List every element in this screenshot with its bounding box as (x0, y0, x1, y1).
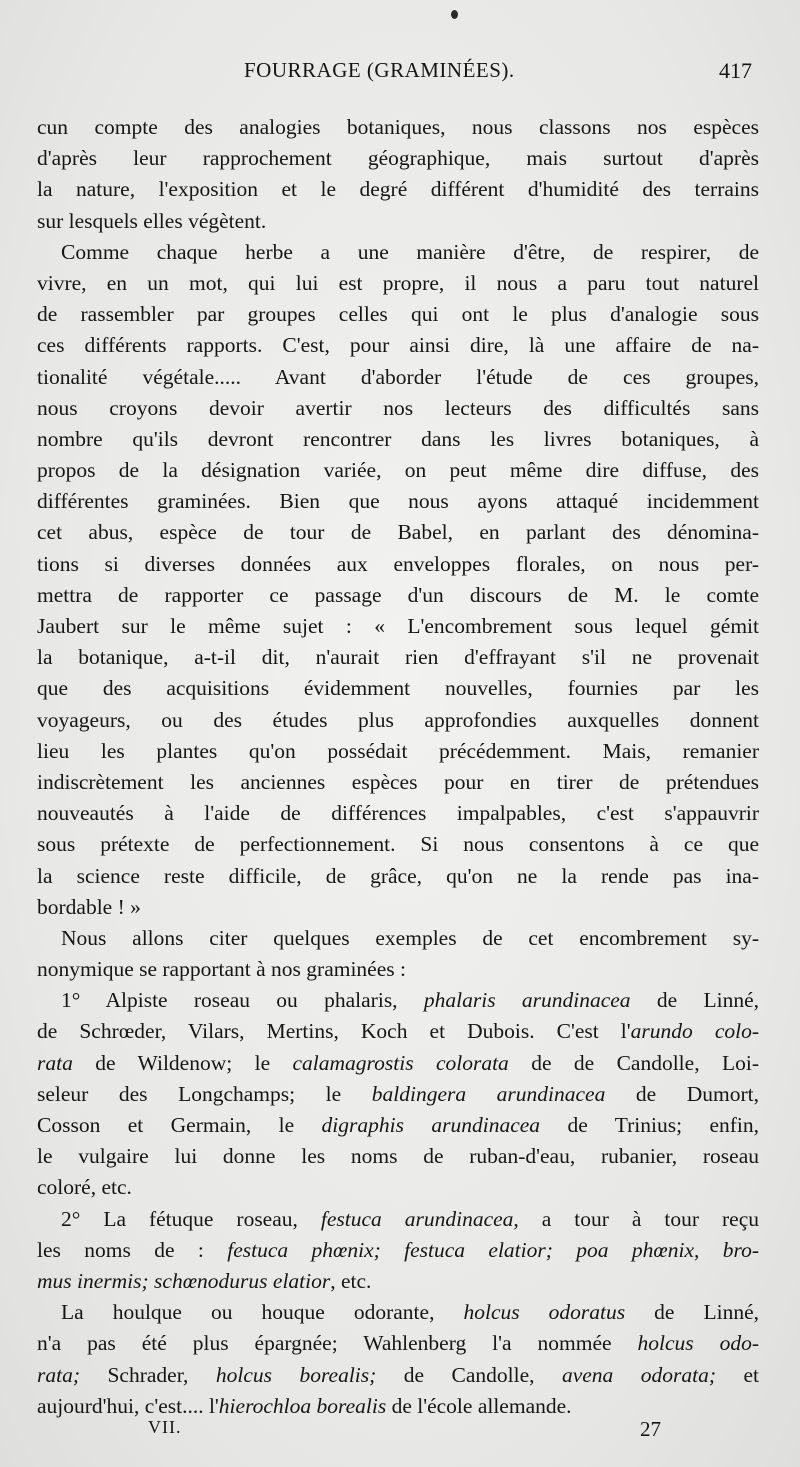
text-run: tionalité végétale..... Avant d'aborder l'étude de ces groupes, (37, 364, 759, 389)
text-run: aujourd'hui, c'est.... l' (37, 1393, 219, 1418)
text-line (37, 424, 759, 455)
text-run: Jaubert sur le même sujet : « L'encombrement sous lequel gémit (37, 614, 759, 639)
text-run: de de Candolle, Loi- (508, 1050, 759, 1075)
text-run: de Linné, (625, 1300, 759, 1325)
text-run: Cosson et Germain, le (37, 1113, 322, 1138)
text-line (37, 549, 759, 580)
text-line (37, 954, 759, 985)
text-run: que des acquisitions évidemment nouvelles, fournies par les (37, 676, 759, 701)
text-run: de Wildenow; le (72, 1050, 293, 1075)
italic-term: arundo colo- (630, 1019, 759, 1044)
text-run: propos de la désignation variée, on peut même dire diffuse, des (37, 458, 759, 483)
text-line (37, 455, 759, 486)
italic-term: mus inermis; schœnodurus elatior (37, 1269, 331, 1293)
text-line (37, 393, 759, 424)
text-run: sur lesquels elles végètent. (37, 208, 267, 233)
text-line (37, 1110, 759, 1141)
text-run: Nous allons citer quelques exemples de cet encombrement sy- (61, 925, 759, 950)
text-run: coloré, etc. (37, 1175, 132, 1200)
text-run: de rassembler par groupes celles qui ont le plus d'analogie sous (37, 302, 759, 327)
text-line (37, 1204, 759, 1235)
text-run: la science reste difficile, de grâce, qu'on ne la rende pas ina- (37, 863, 759, 888)
text-run: de Dumort, (605, 1081, 759, 1106)
text-run: , etc. (330, 1269, 372, 1293)
text-run: Schrader, (107, 1362, 216, 1387)
text-run: la nature, l'exposition et le degré différent d'humidité des terrains (37, 177, 759, 202)
text-run: n'a pas été plus épargnée; Wahlenberg l'a nommée (37, 1331, 638, 1356)
text-run: de Candolle, (403, 1362, 562, 1387)
text-line (37, 143, 759, 174)
text-line (37, 892, 759, 923)
text-line (37, 206, 759, 237)
ink-speck (451, 10, 458, 19)
text-run: cet abus, espèce de tour de Babel, en parlant des dénomina- (37, 520, 759, 545)
italic-term: rata (37, 1050, 73, 1075)
text-run: de Trinius; enfin, (540, 1113, 759, 1138)
italic-term: avena odorata; (561, 1362, 717, 1387)
running-title: FOURRAGE (GRAMINÉES). (244, 58, 515, 82)
italic-term: holcus odo- (637, 1331, 759, 1356)
text-line (37, 642, 759, 673)
text-line (37, 237, 759, 268)
text-run: différentes graminées. Bien que nous ayons attaqué incidemment (37, 489, 759, 514)
page-header (0, 58, 800, 92)
text-run: la botanique, a-t-il dit, n'aurait rien d'effrayant s'il ne provenait (37, 645, 759, 670)
italic-term: rata; (37, 1362, 108, 1387)
italic-term: festuca phœnix; festuca elatior; poa phœnix, bro- (227, 1237, 759, 1262)
text-run: , a tour à tour reçu (513, 1206, 759, 1231)
text-run: nouveautés à l'aide de différences impalpables, c'est s'appauvrir (37, 801, 759, 826)
text-run: nombre qu'ils devront rencontrer dans les livres botaniques, à (37, 426, 759, 451)
italic-term: holcus odoratus (463, 1300, 626, 1325)
text-run: sous prétexte de perfectionnement. Si nous consentons à ce que (37, 832, 759, 857)
text-run: voyageurs, ou des études plus approfondies auxquelles donnent (37, 707, 759, 732)
text-line (37, 611, 759, 642)
text-run: mettra de rapporter ce passage d'un discours de M. le comte (37, 582, 759, 607)
text-line (37, 1360, 759, 1391)
text-run: de Linné, (630, 988, 759, 1013)
text-line (37, 829, 759, 860)
italic-term: digraphis arundinacea (321, 1113, 541, 1138)
text-run: cun compte des analogies botaniques, nous classons nos espèces (37, 115, 759, 139)
text-run: 1° Alpiste roseau ou phalaris, (61, 988, 424, 1013)
text-line (37, 517, 759, 548)
italic-term: phalaris arundinacea (423, 988, 631, 1013)
text-line (37, 299, 759, 330)
text-line (37, 923, 759, 954)
text-line (37, 1079, 759, 1110)
text-run: lieu les plantes qu'on possédait précédemment. Mais, remanier (37, 738, 759, 763)
text-line (37, 1235, 759, 1266)
text-run: 2° La fétuque roseau, (61, 1206, 321, 1231)
text-run: seleur des Longchamps; le (37, 1081, 372, 1106)
text-run: nonymique se rapportant à nos graminées : (37, 957, 406, 982)
text-line (37, 580, 759, 611)
text-line (37, 268, 759, 299)
text-line (37, 112, 759, 143)
text-line (37, 985, 759, 1016)
text-line (37, 486, 759, 517)
text-line (37, 767, 759, 798)
text-run: les noms de : (37, 1237, 228, 1262)
page-number: 417 (719, 58, 752, 83)
text-run: nous croyons devoir avertir nos lecteurs des difficultés sans (37, 395, 759, 420)
text-line (37, 861, 759, 892)
text-line (37, 174, 759, 205)
text-run: indiscrètement les anciennes espèces pour en tirer de prétendues (37, 769, 759, 794)
text-run: La houlque ou houque odorante, (61, 1300, 464, 1325)
text-line (37, 673, 759, 704)
italic-term: festuca arundinacea (320, 1206, 514, 1231)
text-run: vivre, en un mot, qui lui est propre, il nous a paru tout naturel (37, 270, 759, 295)
italic-term: baldingera arundinacea (371, 1081, 606, 1106)
text-line (37, 330, 759, 361)
text-line (37, 736, 759, 767)
text-line (37, 705, 759, 736)
text-run: et (716, 1362, 759, 1387)
text-line (37, 1016, 759, 1047)
text-line (37, 1297, 759, 1328)
text-line (37, 362, 759, 393)
text-run: tions si diverses données aux enveloppes florales, on nous per- (37, 551, 759, 576)
text-run: Comme chaque herbe a une manière d'être, de respirer, de (61, 239, 759, 264)
text-line (37, 1328, 759, 1359)
text-line (37, 1172, 759, 1203)
text-run: de Schrœder, Vilars, Mertins, Koch et Dubois. C'est l' (37, 1019, 631, 1044)
text-run: bordable ! » (37, 894, 141, 919)
sheet-number: 27 (640, 1417, 661, 1441)
body-text (37, 112, 759, 1422)
text-run: d'après leur rapprochement géographique, mais surtout d'après (37, 146, 759, 171)
text-line (37, 798, 759, 829)
text-run: ces différents rapports. C'est, pour ainsi dire, là une affaire de na- (37, 333, 759, 358)
text-run: de l'école allemande. (386, 1393, 572, 1418)
text-line (37, 1141, 759, 1172)
text-line (37, 1266, 759, 1297)
signature-mark: VII. (148, 1417, 182, 1437)
text-run: le vulgaire lui donne les noms de ruban-d'eau, rubanier, roseau (37, 1144, 759, 1169)
text-line (37, 1048, 759, 1079)
page-footer (0, 1417, 800, 1447)
italic-term: holcus borealis; (215, 1362, 404, 1387)
italic-term: hierochloa borealis (218, 1393, 387, 1418)
italic-term: calamagrostis colorata (292, 1050, 509, 1075)
